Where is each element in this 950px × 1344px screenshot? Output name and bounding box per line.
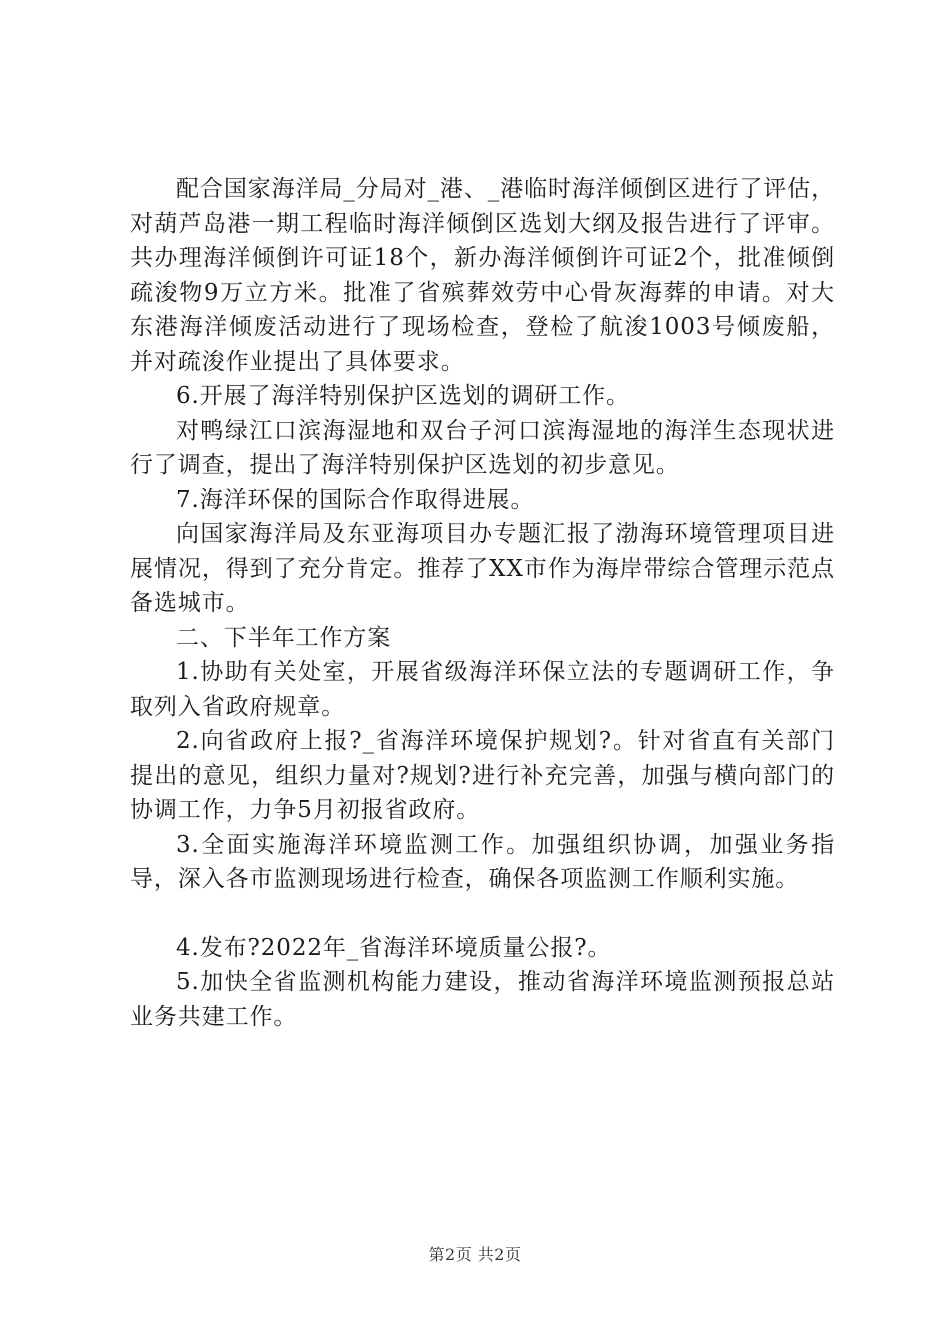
section-heading-second-half-plan: 二、下半年工作方案	[176, 624, 392, 651]
plan-item-1: 1.协助有关处室，开展省级海洋环保立法的专题调研工作，争取列入省政府规章。	[130, 659, 835, 720]
paragraph-wetland-survey: 对鸭绿江口滨海湿地和双台子河口滨海湿地的海洋生态现状进行了调查，提出了海洋特别保护区选划的初步意见。	[130, 417, 835, 478]
paragraph-dumping-review: 配合国家海洋局_分局对_港、_港临时海洋倾倒区进行了评估，对葫芦岛港一期工程临时海洋倾倒区选划大纲及报告进行了评审。共办理海洋倾倒许可证18个，新办海洋倾倒许可证2个，批准倾倒疏浚物9万立方米。批准了省殡葬效劳中心骨灰海葬的申请。对大东港海洋倾废活动进行了现场检查，登检了航浚1003号倾废船，并对疏浚作业提出了具体要求。	[130, 176, 835, 375]
heading-item-7: 7.海洋环保的国际合作取得进展。	[176, 486, 535, 513]
plan-item-5: 5.加快全省监测机构能力建设，推动省海洋环境监测预报总站业务共建工作。	[130, 969, 835, 1030]
plan-item-2: 2.向省政府上报?_省海洋环境保护规划?。针对省直有关部门提出的意见，组织力量对?规划?进行补充完善，加强与横向部门的协调工作，力争5月初报省政府。	[130, 728, 835, 823]
paragraph-international-cooperation: 向国家海洋局及东亚海项目办专题汇报了渤海环境管理项目进展情况，得到了充分肯定。推荐了XX市作为海岸带综合管理示范点备选城市。	[130, 521, 835, 616]
document-body	[130, 172, 835, 1034]
heading-item-6: 6.开展了海洋特别保护区选划的调研工作。	[176, 383, 630, 409]
plan-item-4: 4.发布?2022年_省海洋环境质量公报?。	[176, 934, 612, 961]
plan-item-3: 3.全面实施海洋环境监测工作。加强组织协调，加强业务指导，深入各市监测现场进行检查，确保各项监测工作顺利实施。	[130, 831, 835, 892]
page-footer: 第2页 共2页	[428, 1245, 522, 1264]
